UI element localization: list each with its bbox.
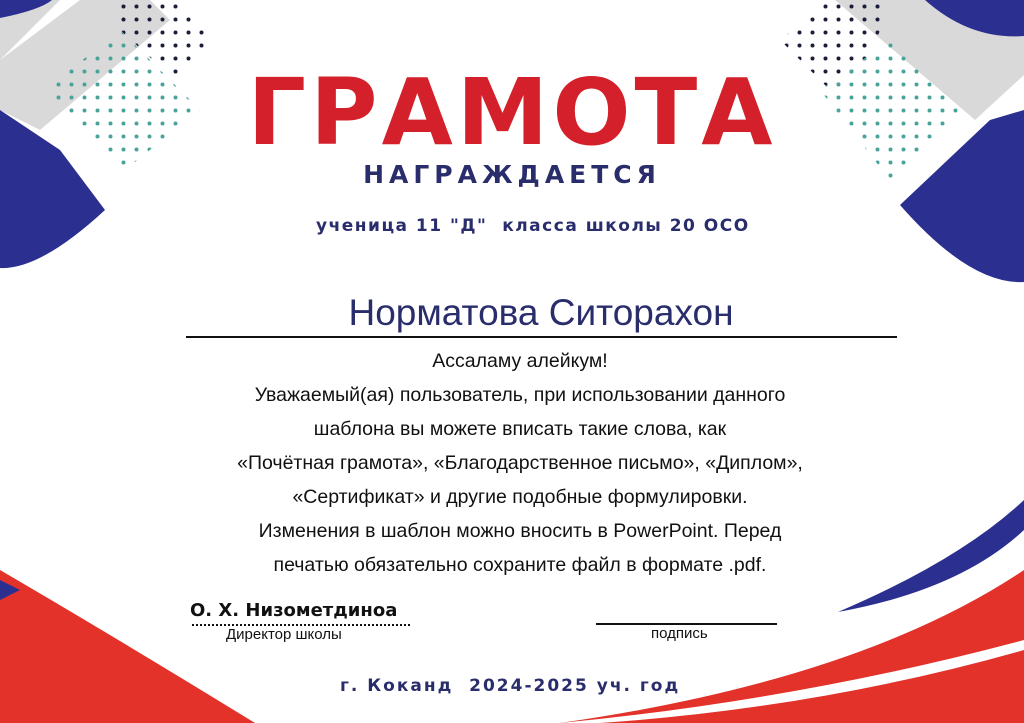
- recipient-underline: [186, 336, 897, 338]
- awarded-label: НАГРАЖДАЕТСЯ: [363, 160, 661, 189]
- body-line: Изменения в шаблон можно вносить в PowerPoint. Перед: [258, 520, 782, 542]
- certificate-body: [160, 344, 880, 582]
- body-line: Уважаемый(ая) пользователь, при использовании данного: [254, 384, 786, 406]
- signatory-name: О. Х. Низометдиноа: [190, 600, 398, 621]
- signature-label: подпись: [651, 625, 708, 642]
- certificate-title: ГРАМОТА: [247, 59, 777, 166]
- signatory-role: Директор школы: [226, 626, 342, 643]
- footer-place-year: г. Коканд 2024-2025 уч. год: [340, 676, 681, 696]
- recipient-name: Норматова Ситорахон: [348, 292, 734, 333]
- body-line: «Сертификат» и другие подобные формулировки.: [292, 486, 748, 508]
- bottom-left-red-shape: [0, 570, 255, 723]
- student-line: ученица 11 "Д" класса школы 20 ОСО: [316, 216, 750, 236]
- body-line: Ассаламу алейкум!: [432, 350, 608, 372]
- body-line: «Почётная грамота», «Благодарственное письмо», «Диплом»,: [237, 452, 803, 474]
- body-line: шаблона вы можете вписать такие слова, как: [313, 418, 727, 440]
- body-line: печатью обязательно сохраните файл в формате .pdf.: [273, 554, 767, 576]
